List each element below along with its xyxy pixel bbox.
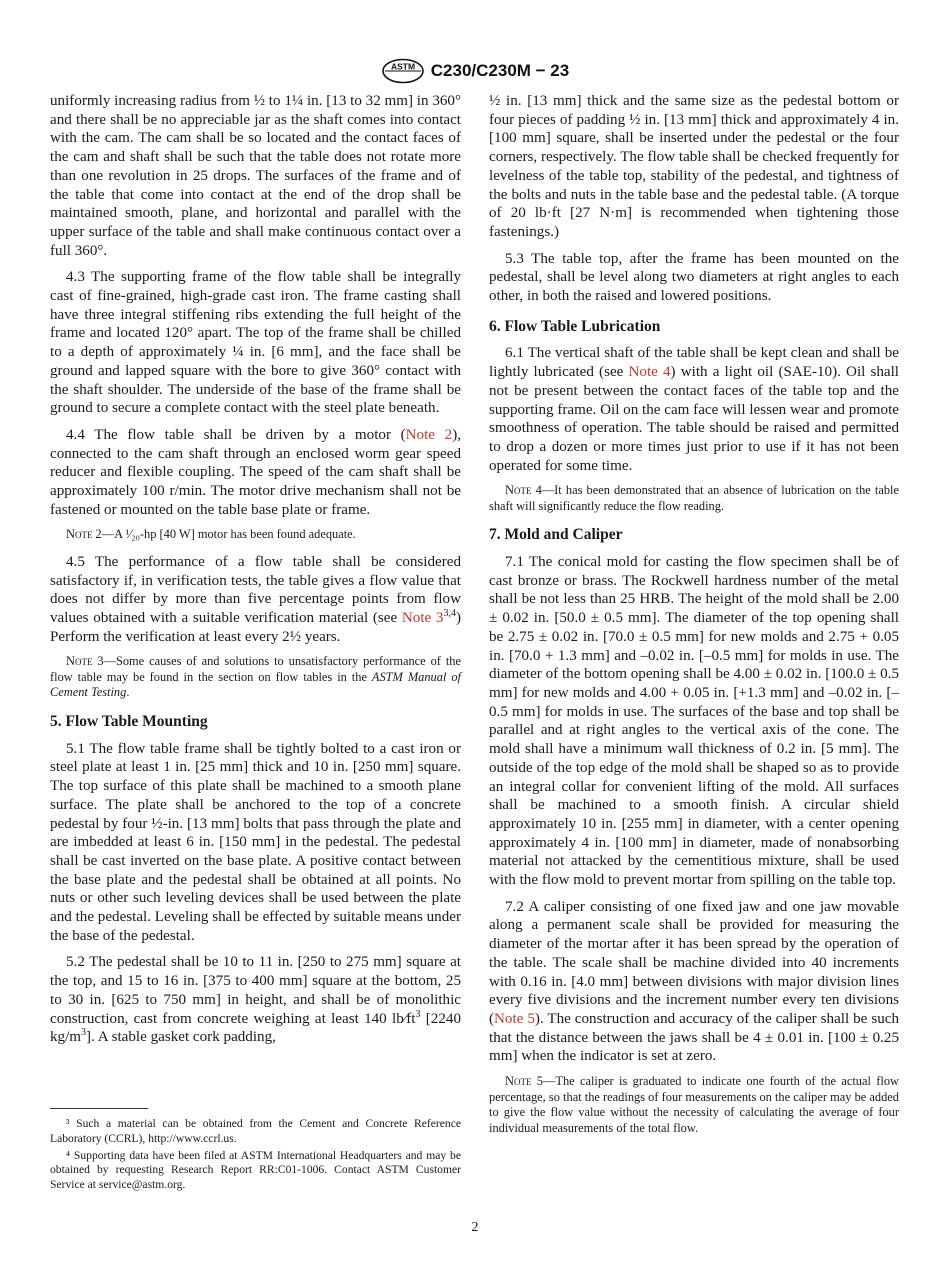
- footnote-divider: [50, 1108, 148, 1109]
- note-5-link[interactable]: Note 5: [494, 1010, 535, 1027]
- document-designation: C230/C230M − 23: [430, 61, 570, 80]
- note-label: Note 2: [66, 527, 102, 542]
- paragraph-4-4: [50, 426, 461, 520]
- note-5: [489, 1074, 899, 1136]
- note-text: —A ¹⁄₂₀-hp [40 W] motor has been found adequate.: [101, 527, 356, 542]
- paragraph-4-3: 4.3 The supporting frame of the flow table shall be integrally cast of fine-grained, high-grade cast iron. The frame casting shall have three integral stiffening ribs extending the full height of the frame and located 120° apart. The top of the frame shall be chilled to a depth of approximately ¼ in. [6 mm], and the face shall be ground and lapped square with the bore to give 360° contact with the shaft shoulder. The underside of the base of the frame shall be ground to secure a complete contact with the steel plate beneath.: [50, 269, 461, 417]
- section-6-heading: 6. Flow Table Lubrication: [489, 317, 661, 335]
- note-label: Note 5: [505, 1074, 543, 1089]
- text-span: 4.5 The performance of a flow table shall be considered satisfactory if, in verification tests, the table gives a flow value that does not differ by more than five percentage points from flow values obtained with a suitable verification material (see: [50, 553, 461, 627]
- paragraph-4-5: [50, 553, 461, 647]
- text-span: ). The construction and accuracy of the caliper shall be such that the distance between the jaws shall be 4 ± 0.01 in. [100 ± 0.25 mm] when the indicator is set at zero.: [489, 1010, 899, 1065]
- section-7-heading: 7. Mold and Caliper: [489, 526, 623, 544]
- astm-logo-icon: [381, 58, 425, 84]
- right-column: [489, 92, 899, 1146]
- footnote-3: ³ Such a material can be obtained from the Cement and Concrete Reference Laboratory (CCRL), http://www.ccrl.us.: [50, 1117, 461, 1145]
- paragraph-5-1: 5.1 The flow table frame shall be tightly bolted to a cast iron or steel plate at least 1 in. [25 mm] thick and 10 in. [250 mm] square. The top surface of this plate shall be machined to a smooth plane surface. The plate shall be anchored to the top of a concrete pedestal by four ½-in. [13 mm] bolts that pass through the plate and are imbedded at least 6 in. [150 mm] in the pedestal. The pedestal shall be cast inverted on the base plate. A positive contact between the base plate and the pedestal shall be obtained at all points. No nuts or other such leveling devices shall be used between the plate and the pedestal. Leveling shall be effected by suitable means under the base of the pedestal.: [50, 740, 461, 944]
- page-number: 2: [471, 1220, 479, 1235]
- footnote-ref[interactable]: 3,4: [443, 608, 456, 620]
- note-3-link[interactable]: Note 3: [401, 610, 444, 627]
- note-text: —The caliper is graduated to indicate one fourth of the actual flow percentage, so that the readings of four measurements on the caliper may be added to give the flow value without the necessity of calculating the average of four individual measurements of the total flow.: [489, 1074, 899, 1135]
- text-span: ) Perform the verification at least every 2½ years.: [50, 610, 461, 645]
- text-span: ) with a light oil (SAE-10). Oil shall not be present between the contact faces of the table top and the supporting frame. Oil on the cam face will lessen wear and promote smoothness of operation. The table should be raised and permitted to drop a dozen or more times just prior to use if it has not been operated for some time.: [489, 364, 899, 474]
- svg-text:ASTM: ASTM: [390, 61, 415, 72]
- paragraph-7-1: 7.1 The conical mold for casting the flow specimen shall be of cast bronze or brass. The Rockwell hardness number of the metal shall be not less than 25 HRB. The height of the mold shall be 2.00 ± 0.02 in. [50.0 ± 0.5 mm]. The diameter of the top opening shall be 2.75 ± 0.02 in. [70.0 ± 0.5 mm] for new molds and 2.75 + 0.05 in. [70.0 + 1.3 mm] and –0.02 in. [–0.5 mm] for molds in use. The diameter of the bottom opening shall be 4.00 ± 0.02 in. [100.0 ± 0.5 mm] for new molds and 4.00 + 0.05 in. [+1.3 mm] and –0.02 in. [–0.5 mm] for molds in use. The surfaces of the base and top shall be parallel and at right angles to the vertical axis of the cone. The mold shall have a minimum wall thickness of 0.2 in. [5 mm]. The outside of the top edge of the mold shall be shaped so as to provide an integral collar for convenient lifting of the mold. All surfaces shall be machined to a smooth finish. A circular shield approximately 10 in. [255 mm] in diameter, with a center opening approximately 4 in. [100 mm] in diameter, made of nonabsorbing material not attacked by the cementitious mixture, shall be used with the flow mold to prevent mortar from spilling on the table top.: [489, 554, 899, 889]
- note-label: Note 3: [66, 654, 104, 669]
- text-span: 7.2 A caliper consisting of one fixed jaw and one jaw movable along a permanent scale shall be provided for measuring the diameter of the mortar after it has been spread by the operation of the table. The scale shall be machine divided into 40 increments with 0.16 in. [4.0 mm] between divisions with major division lines every five divisions and the increment number every ten divisions (: [489, 898, 899, 1027]
- text-span: 4.4 The flow table shall be driven by a motor (: [66, 426, 406, 443]
- paragraph-5-3: 5.3 The table top, after the frame has been mounted on the pedestal, shall be level along two diameters at right angles to each other, in both the raised and lowered positions.: [489, 250, 899, 305]
- paragraph-5-2: [50, 953, 461, 1047]
- text-span: ]. A stable gasket cork padding,: [86, 1029, 276, 1046]
- text-span: 5.2 The pedestal shall be 10 to 11 in. [250 to 275 mm] square at the top, and 15 to 16 in. [375 to 400 mm] square at the bottom, 25 to 30 in. [625 to 750 mm] in height, and shall be of monolithic construction, cast from concrete weighing at least 140 lb⁄ft: [50, 954, 461, 1027]
- note-text: —It has been demonstrated that an absence of lubrication on the table shaft will significantly reduce the flow reading.: [489, 483, 899, 513]
- note-2: [50, 527, 461, 543]
- paragraph-4-2-continued: uniformly increasing radius from ½ to 1¼ in. [13 to 32 mm] in 360° and there shall be no appreciable jar as the shaft comes into contact with the cam. The cam shall be so located and the contact faces of the cam and shaft shall be such that the table does not rotate more than one revolution in 25 drops. The surfaces of the frame and of the table that come into contact at the end of the drop shall be maintained smooth, plane, and horizontal and parallel with the upper surface of the table and shall make continuous contact over a full 360°.: [50, 93, 461, 259]
- section-5-heading: 5. Flow Table Mounting: [50, 712, 208, 730]
- note-4: [489, 483, 899, 514]
- text-span: ), connected to the cam shaft through an enclosed worm gear speed reducer and flexible coupling. The speed of the cam shaft shall be approximately 100 r/min. The motor drive mechanism shall not be fastened or mounted on the table base plate or frame.: [50, 426, 461, 518]
- note-3: [50, 654, 461, 701]
- left-column: [50, 92, 461, 1055]
- manual-title: ASTM Manual of Cement Testing: [50, 669, 461, 700]
- text-span: [2240 kg/m: [50, 1010, 461, 1046]
- page-header: [0, 58, 950, 84]
- paragraph-7-2: [489, 898, 899, 1066]
- paragraph-6-1: [489, 344, 899, 475]
- superscript: 3: [415, 1008, 421, 1020]
- paragraph-5-2-continued: ½ in. [13 mm] thick and the same size as the pedestal bottom or four pieces of padding ½ in. [13 mm] thick and approximately 4 in. [100 mm] square, shall be inserted under the pedestal or the four corners, respectively. The flow table shall be checked frequently for levelness of the table top, stability of the pedestal, and tightness of the bolts and nuts in the table base and the pedestal table. (A torque of 20 lb·ft [27 N·m] is recommended when tightening those fastenings.): [489, 93, 899, 240]
- text-span: 6.1 The vertical shaft of the table shall be kept clean and shall be lightly lubricated (see: [489, 345, 899, 381]
- note-text: —Some causes of and solutions to unsatisfactory performance of the flow table may be found in the section on flow tables in the: [50, 654, 461, 684]
- superscript: 3: [81, 1027, 87, 1039]
- text-span: .: [126, 685, 130, 700]
- footnotes: [50, 1117, 461, 1195]
- note-2-link[interactable]: Note 2: [405, 426, 453, 443]
- note-4-link[interactable]: Note 4: [628, 364, 671, 381]
- note-label: Note 4: [505, 483, 542, 498]
- footnote-4: ⁴ Supporting data have been filed at ASTM International Headquarters and may be obtained by requesting Research Report RR:C01-1006. Contact ASTM Customer Service at service@astm.org.: [50, 1148, 461, 1192]
